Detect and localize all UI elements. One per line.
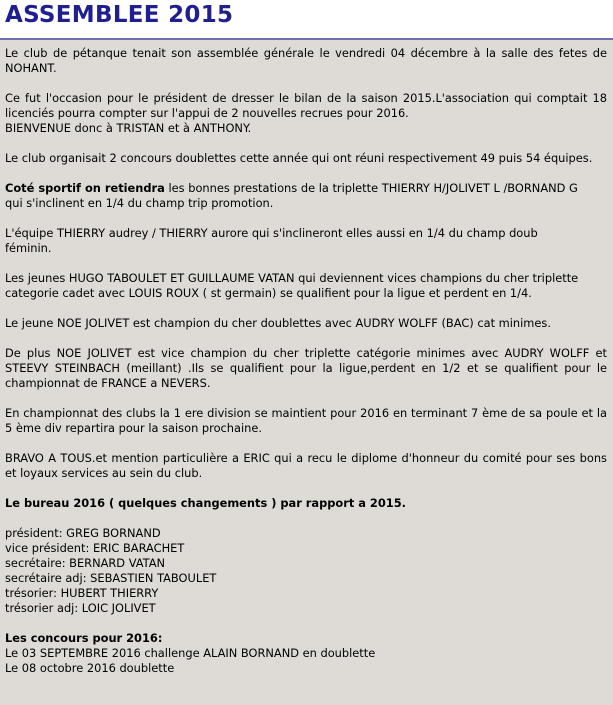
page-title: ASSEMBLEE 2015 <box>5 2 234 28</box>
feminin-line-2: féminin. <box>5 241 52 255</box>
bureau-secretaire-adj: secrétaire adj: SEBASTIEN TABOULET <box>5 571 217 585</box>
bureau-list <box>5 526 607 616</box>
paragraph-sportif <box>5 181 607 211</box>
paragraph-assemblee: Le club de pétanque tenait son assemblée générale le vendredi 04 décembre à la salle des fetes de NOHANT. <box>5 46 607 75</box>
paragraph-feminin <box>5 226 607 256</box>
jeunes-line-1: Les jeunes HUGO TABOULET ET GUILLAUME VATAN qui deviennent vices champions du cher triplette <box>5 271 579 285</box>
bienvenue-text: BIENVENUE donc à TRISTAN et à ANTHONY. <box>5 121 252 135</box>
paragraph-bilan <box>5 91 607 136</box>
bureau-tresorier: trésorier: HUBERT THIERRY <box>5 586 159 600</box>
paragraph-championnat-clubs: En championnat des clubs la 1 ere division se maintient pour 2016 en terminant 7 ème de sa poule et la 5 ème div repartira pour la saison prochaine. <box>5 406 607 435</box>
paragraph-concours-2015: Le club organisait 2 concours doublettes cette année qui ont réuni respectivement 49 puis 54 équipes. <box>5 151 593 165</box>
bilan-text: Ce fut l'occasion pour le président de dresser le bilan de la saison 2015.L'association qui comptait 18 licenciés pourra compter sur l'appui de 2 nouvelles recrues pour 2016. <box>5 91 607 120</box>
paragraph-noe-champion: Le jeune NOE JOLIVET est champion du cher doublettes avec AUDRY WOLFF (BAC) cat minimes. <box>5 316 551 330</box>
feminin-line-1: L'équipe THIERRY audrey / THIERRY aurore qui s'inclineront elles aussi en 1/4 du champ doub <box>5 226 538 240</box>
paragraph-noe-vice-champion: De plus NOE JOLIVET est vice champion du cher triplette catégorie minimes avec AUDRY WOLFF et STEEVY STEINBACH (meillant) .Ils se qualifient pour la ligue,perdent en 1/2 et se qualifient pour le championnat de FRANCE a NEVERS. <box>5 346 607 390</box>
bureau-tresorier-adj: trésorier adj: LOIC JOLIVET <box>5 601 156 615</box>
sportif-heading: Coté sportif on retiendra <box>5 181 165 195</box>
concours-item: Le 03 SEPTEMBRE 2016 challenge ALAIN BORNAND en doublette <box>5 646 376 660</box>
paragraph-bravo: BRAVO A TOUS.et mention particulière a ERIC qui a recu le diplome d'honneur du comité pour ses bons et loyaux services au sein du club. <box>5 451 607 480</box>
article-body <box>0 40 613 676</box>
sportif-line-2: qui s'inclinent en 1/4 du champ trip promotion. <box>5 196 274 210</box>
bureau-vice-president: vice président: ERIC BARACHET <box>5 541 185 555</box>
concours-heading: Les concours pour 2016: <box>5 631 163 645</box>
concours-item: Le 08 octobre 2016 doublette <box>5 661 175 675</box>
bureau-president: président: GREG BORNAND <box>5 526 161 540</box>
bureau-secretaire: secrétaire: BERNARD VATAN <box>5 556 166 570</box>
bureau-heading-paragraph <box>5 496 607 511</box>
jeunes-line-2: categorie cadet avec LOUIS ROUX ( st germain) se qualifient pour la ligue et perdent en 1/4. <box>5 286 532 300</box>
title-bar <box>0 0 613 40</box>
paragraph-jeunes <box>5 271 607 301</box>
sportif-line-1: les bonnes prestations de la triplette THIERRY H/JOLIVET L /BORNAND G <box>164 181 578 195</box>
bureau-heading: Le bureau 2016 ( quelques changements ) par rapport a 2015. <box>5 496 406 510</box>
concours-2016 <box>5 631 607 676</box>
